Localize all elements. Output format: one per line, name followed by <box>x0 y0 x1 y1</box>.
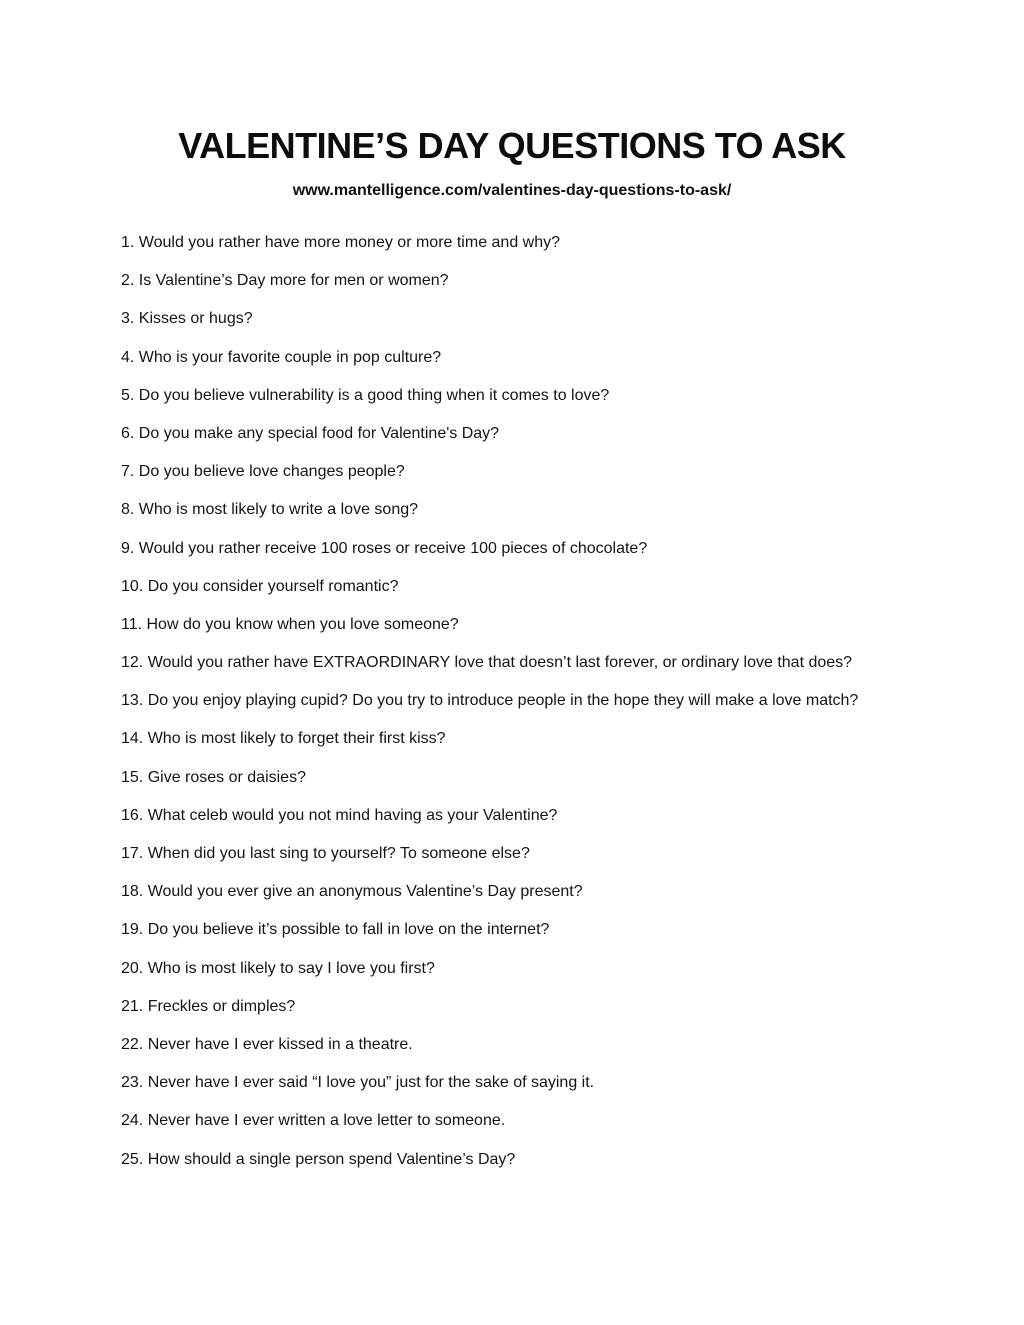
question-item: 20. Who is most likely to say I love you first? <box>121 959 435 977</box>
question-item: 15. Give roses or daisies? <box>121 768 306 786</box>
question-item: 14. Who is most likely to forget their first kiss? <box>121 730 446 748</box>
question-item: 18. Would you ever give an anonymous Valentine’s Day present? <box>121 883 583 901</box>
question-item: 6. Do you make any special food for Valentine's Day? <box>121 424 500 442</box>
question-item: 7. Do you believe love changes people? <box>121 463 405 481</box>
question-item: 11. How do you know when you love someone? <box>121 615 459 633</box>
question-item: 4. Who is your favorite couple in pop culture? <box>121 348 442 366</box>
question-item: 9. Would you rather receive 100 roses or receive 100 pieces of chocolate? <box>121 539 648 557</box>
question-item: 12. Would you rather have EXTRAORDINARY love that doesn’t last forever, or ordinary love that does? <box>121 654 853 672</box>
question-item: 25. How should a single person spend Valentine’s Day? <box>121 1150 516 1168</box>
question-item: 22. Never have I ever kissed in a theatre. <box>121 1035 413 1053</box>
question-item: 2. Is Valentine’s Day more for men or women? <box>121 272 449 290</box>
question-item: 21. Freckles or dimples? <box>121 997 296 1015</box>
question-item: 24. Never have I ever written a love letter to someone. <box>121 1112 506 1130</box>
question-item: 3. Kisses or hugs? <box>121 310 253 328</box>
question-item: 16. What celeb would you not mind having as your Valentine? <box>121 806 558 824</box>
question-item: 19. Do you believe it’s possible to fall in love on the internet? <box>121 921 550 939</box>
question-item: 23. Never have I ever said “I love you” just for the sake of saying it. <box>121 1074 595 1092</box>
questions-list <box>121 231 941 1186</box>
question-item: 1. Would you rather have more money or more time and why? <box>121 234 561 251</box>
question-item: 17. When did you last sing to yourself? To someone else? <box>121 845 530 862</box>
source-url: www.mantelligence.com/valentines-day-questions-to-ask/ <box>292 182 732 199</box>
page-title: VALENTINE’S DAY QUESTIONS TO ASK <box>178 125 846 166</box>
question-item: 5. Do you believe vulnerability is a good thing when it comes to love? <box>121 386 610 404</box>
question-item: 8. Who is most likely to write a love song? <box>121 501 419 519</box>
question-item: 13. Do you enjoy playing cupid? Do you try to introduce people in the hope they will make a love match? <box>121 692 859 710</box>
question-item: 10. Do you consider yourself romantic? <box>121 577 399 595</box>
